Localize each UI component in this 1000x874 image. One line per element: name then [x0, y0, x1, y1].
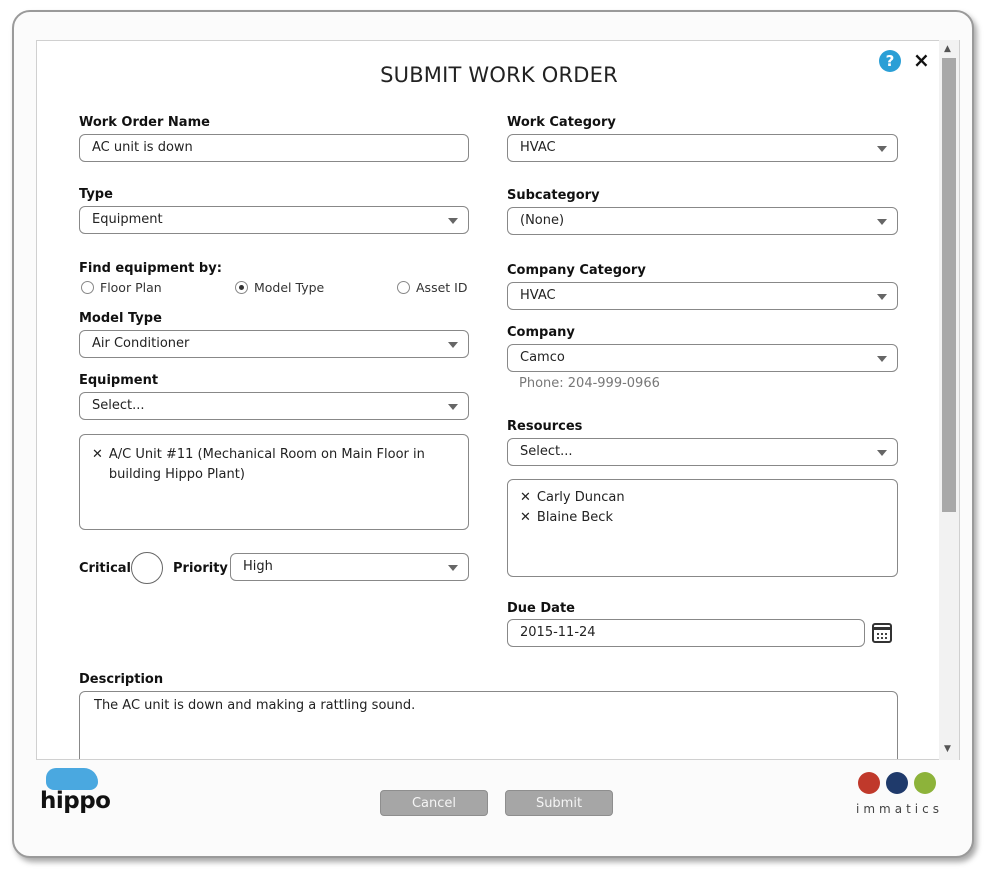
company-category-value: HVAC — [520, 288, 556, 303]
hippo-logo: hippo — [40, 788, 111, 814]
resources-placeholder: Select... — [520, 444, 573, 459]
subcategory-select[interactable] — [507, 207, 898, 235]
calendar-icon[interactable] — [872, 623, 892, 643]
radio-floor-plan[interactable] — [81, 280, 162, 295]
equipment-selected-list — [79, 434, 469, 530]
critical-toggle[interactable] — [131, 552, 163, 584]
resource-chip-label: Blaine Beck — [536, 510, 613, 525]
resources-selected-list — [507, 479, 898, 577]
work-order-name-label: Work Order Name — [79, 115, 210, 130]
find-equipment-label: Find equipment by: — [79, 261, 222, 276]
radio-icon — [397, 281, 410, 294]
chevron-down-icon — [448, 342, 458, 348]
critical-label: Critical — [79, 561, 132, 576]
immatics-logo — [852, 772, 942, 822]
subcategory-label: Subcategory — [507, 188, 600, 203]
scroll-down-icon[interactable]: ▼ — [944, 744, 951, 754]
dialog-title: SUBMIT WORK ORDER — [380, 63, 618, 87]
description-textarea[interactable]: The AC unit is down and making a rattling sound. — [79, 691, 898, 760]
model-type-select[interactable] — [79, 330, 469, 358]
chevron-down-icon — [877, 294, 887, 300]
work-category-value: HVAC — [520, 140, 556, 155]
equipment-chip — [92, 445, 456, 485]
remove-icon[interactable]: ✕ — [520, 510, 531, 525]
company-phone: Phone: 204-999-0966 — [519, 376, 660, 391]
calendar-grid — [876, 632, 889, 640]
type-select[interactable] — [79, 206, 469, 234]
work-category-select[interactable] — [507, 134, 898, 162]
resource-chip-label: Carly Duncan — [536, 490, 625, 505]
chevron-down-icon — [877, 356, 887, 362]
resource-chip — [520, 488, 885, 508]
due-date-label: Due Date — [507, 601, 575, 616]
scrollbar[interactable] — [939, 40, 959, 760]
resources-label: Resources — [507, 419, 583, 434]
chevron-down-icon — [877, 219, 887, 225]
immatics-green-dot — [914, 772, 936, 794]
equipment-chip-label: A/C Unit #11 (Mechanical Room on Main Floor in building Hippo Plant) — [108, 447, 425, 482]
company-category-label: Company Category — [507, 263, 646, 278]
chevron-down-icon — [448, 218, 458, 224]
radio-asset-id-label: Asset ID — [416, 280, 468, 295]
company-label: Company — [507, 325, 575, 340]
immatics-red-dot — [858, 772, 880, 794]
priority-label: Priority — [173, 561, 228, 576]
chevron-down-icon — [448, 404, 458, 410]
radio-model-type-label: Model Type — [254, 280, 325, 295]
chevron-down-icon — [877, 146, 887, 152]
type-label: Type — [79, 187, 113, 202]
equipment-select[interactable] — [79, 392, 469, 420]
subcategory-value: (None) — [520, 213, 565, 228]
company-select[interactable] — [507, 344, 898, 372]
resource-chip — [520, 508, 885, 528]
priority-select[interactable] — [230, 553, 469, 581]
equipment-label: Equipment — [79, 373, 159, 388]
model-type-label: Model Type — [79, 311, 162, 326]
submit-button[interactable]: Submit — [505, 790, 613, 816]
remove-icon[interactable]: ✕ — [92, 447, 103, 462]
type-value: Equipment — [92, 212, 163, 227]
chevron-down-icon — [448, 565, 458, 571]
radio-selected-icon — [235, 281, 248, 294]
resources-select[interactable] — [507, 438, 898, 466]
company-category-select[interactable] — [507, 282, 898, 310]
radio-icon — [81, 281, 94, 294]
description-label: Description — [79, 672, 164, 687]
hippo-logo-icon — [46, 768, 98, 790]
scroll-up-icon[interactable]: ▲ — [944, 44, 951, 54]
model-type-value: Air Conditioner — [92, 336, 190, 351]
radio-floor-plan-label: Floor Plan — [100, 280, 162, 295]
scroll-thumb[interactable] — [942, 58, 956, 512]
chevron-down-icon — [877, 450, 887, 456]
radio-model-type[interactable] — [235, 280, 324, 295]
company-value: Camco — [520, 350, 565, 365]
cancel-button[interactable]: Cancel — [380, 790, 488, 816]
work-order-name-input[interactable]: AC unit is down — [79, 134, 469, 162]
equipment-placeholder: Select... — [92, 398, 145, 413]
work-category-label: Work Category — [507, 115, 616, 130]
radio-asset-id[interactable] — [397, 280, 467, 295]
close-icon[interactable]: × — [913, 48, 930, 72]
remove-icon[interactable]: ✕ — [520, 490, 531, 505]
immatics-blue-dot — [886, 772, 908, 794]
immatics-logo-text: immatics — [856, 802, 943, 816]
priority-value: High — [243, 559, 273, 574]
work-order-dialog — [36, 40, 960, 760]
help-icon[interactable]: ? — [879, 50, 901, 72]
due-date-input[interactable]: 2015-11-24 — [507, 619, 865, 647]
